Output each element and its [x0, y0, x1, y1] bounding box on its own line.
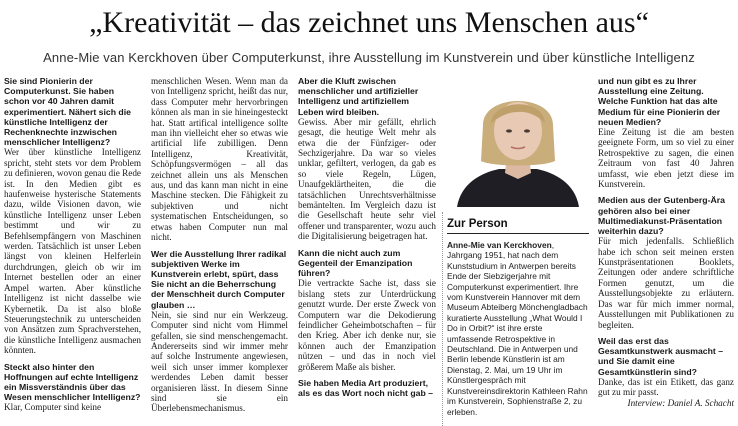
interview-question: Steckt also hinter den Hoffnungen auf echte Intelligenz ein Missverständnis über das Wesen menschlicher Intelligenz? — [4, 361, 141, 403]
zur-person-text — [447, 240, 589, 417]
column-divider — [442, 212, 443, 426]
zur-person-title: Zur Person — [447, 217, 589, 234]
interview-answer: Gewiss. Aber mir gefällt, ehrlich gesagt, die heutige Welt mehr als etwa die der Fünfziger- oder Sechzigerjahre. Da war so vieles unklar, gefiltert, verlogen, da gab es so viele Regeln, Lügen, Unaufgeklärtheiten, die die tatsächlichen Unrechtsverhältnisse bemäntelten. Im Vergleich dazu ist die Gesellschaft heute sehr viel offener und transparenter, wozu auch die Digitalisierung beigetragen hat. — [298, 116, 436, 242]
headline: „Kreativität – das zeichnet uns Menschen aus“ — [89, 6, 649, 39]
text-column-3 — [298, 76, 436, 426]
portrait-photo — [447, 79, 589, 207]
subline: Anne-Mie van Kerckhoven über Computerkunst, ihre Ausstellung im Kunstverein und über künstliche Intelligenz — [43, 50, 695, 65]
interview-question: Sie haben Media Art produziert, als es das Wort noch nicht gab – — [298, 377, 434, 399]
interview-question: Medien aus der Gutenberg-Ära gehören also bei einer Multimediakunst-Präsentation weiterhin dazu? — [598, 195, 725, 237]
interview-answer: Klar, Computer sind keine — [4, 402, 102, 413]
interview-question: und nun gibt es zu Ihrer Ausstellung eine Zeitung. Welche Funktion hat das alte Medium für eine Pionierin der neuen Medien? — [598, 76, 721, 127]
zur-person-bio: , Jahrgang 1951, hat nach dem Kunststudium in Antwerpen bereits Ende der Siebzigerjahre mit Computerkunst experimentiert. Ihre vom Kunstverein Hannover mit dem Museum Abteiberg Mönchengladbach kuratierte Ausstellung „What Would I Do in Orbit?“ ist ihre erste umfassende Retrospektive in Deutschland. Die in Antwerpen und Berlin lebende Künstlerin ist am Dienstag, 2. Mai, um 19 Uhr im Künstlergespräch mit Kunstvereinsdirektorin Kathleen Rahn im Kunstverein, Sophienstraße 2, zu erleben. — [447, 240, 588, 417]
interview-question: Sie sind Pionierin der Computerkunst. Sie haben schon vor 40 Jahren damit experimentiert. Nähert sich die künstliche Intelligenz der Rechenknechte inzwischen menschlicher Intelligenz? — [4, 76, 131, 148]
interview-answer: Die vertrackte Sache ist, dass sie bislang stets zur Unterdrückung genutzt wurde. Der erste Zweck von Computern war die Dekodierung feindlicher Geheimbotschaften – für den Krieg. Aber ich denke nur, sie können auch der Emanzipation nützen – und das in noch viel größerem Maße als bisher. — [298, 278, 436, 372]
interview-answer: Danke, das ist ein Etikett, das ganz gut zu mir passt. — [598, 376, 734, 398]
interview-answer: Eine Zeitung ist die am besten geeignete Form, um so viel zu einer Retrospektive zu sagen, die einen Zeitraum von fast 40 Jahren umfasst, wie eben jetzt diese im Kunstverein. — [598, 127, 734, 190]
text-column-1 — [4, 76, 141, 426]
text-column-4 — [598, 76, 734, 426]
interview-answer: menschlichen Wesen. Wenn man da von Intelligenz spricht, heißt das nur, dass Computer mehr hervorbringen können als man in sie hineingesteckt hat. Statt artifical intelligence sollte man ihn vielleicht eher so etwas wie artificial life zubilligen. Denn Intelligenz, Kreativität, Schöpfungsvermögen – all das zeichnet allein uns als Menschen aus, und das kann man nicht in eine Maschine stecken. Die Fähigkeit zu subjektiven und nicht systematischen Entscheidungen, so etwas haben Computer nun mal nicht. — [151, 76, 288, 243]
interview-question: Weil das erst das Gesamtkunstwerk ausmacht – und Sie damit eine Gesamtkünstlerin sind? — [598, 335, 724, 377]
text-column-2 — [151, 76, 288, 426]
interview-answer: Nein, sie sind nur ein Werkzeug. Computer sind nicht vom Himmel gefallen, sie sind menschengemacht. Andererseits sind wir immer mehr auf solche Instrumente angewiesen, weil sich unser immer komplexer werdendes Leben damit besser organisieren lässt. In diesem Sinne sind sie ein Überlebensmechanismus. — [151, 309, 288, 414]
portrait-illustration — [447, 79, 589, 207]
interview-question: Aber die Kluft zwischen menschlicher und artifizieller Intelligenz und artifiziellem Leben wird bleiben. — [298, 76, 419, 117]
interview-question: Kann die nicht auch zum Gegenteil der Emanzipation führen? — [298, 247, 413, 279]
zur-person-name: Anne-Mie van Kerckhoven — [447, 240, 552, 250]
interview-answer: Wer über künstliche Intelligenz spricht, steht stets vor dem Problem zu definieren, wovon genau die Rede ist. In den Medien gibt es haufenweise hysterische Statements dazu, wilde Visionen davon, wie künstliche Intelligenz unser Leben bestimmt und wir zu Befehlsempfängern von Maschinen werden. Tatsächlich ist unser Leben längst von kleinen Helferlein durchdrungen, gleich ob wir im Internet bestellen oder an einer Ampel warten. Aber künstliche Intelligenz ist nicht dasselbe wie Kybernetik. Da ist also bloße Steuerungstechnik zu unterscheiden von Ansätzen zum Sprachverstehen, die künstliche Intelligenz ausmachen könnten. — [4, 147, 141, 356]
interview-answer: Für mich jedenfalls. Schließlich habe ich schon seit meinen ersten Kunstpräsentationen Booklets, Zeitungen oder andere schriftliche Formen genutzt, um die Ausstellungsobjekte zu erläutern. Das war für mich immer normal, Ausstellungen mit Publikationen zu begleiten. — [598, 236, 734, 330]
interview-question: Wer die Ausstellung Ihrer radikal subjektiven Werke im Kunstverein erlebt, spürt, dass Sie nicht an die Beherrschung der Menschheit durch Computer glauben … — [151, 248, 287, 310]
interview-credit: Interview: Daniel A. Schacht — [627, 397, 734, 408]
